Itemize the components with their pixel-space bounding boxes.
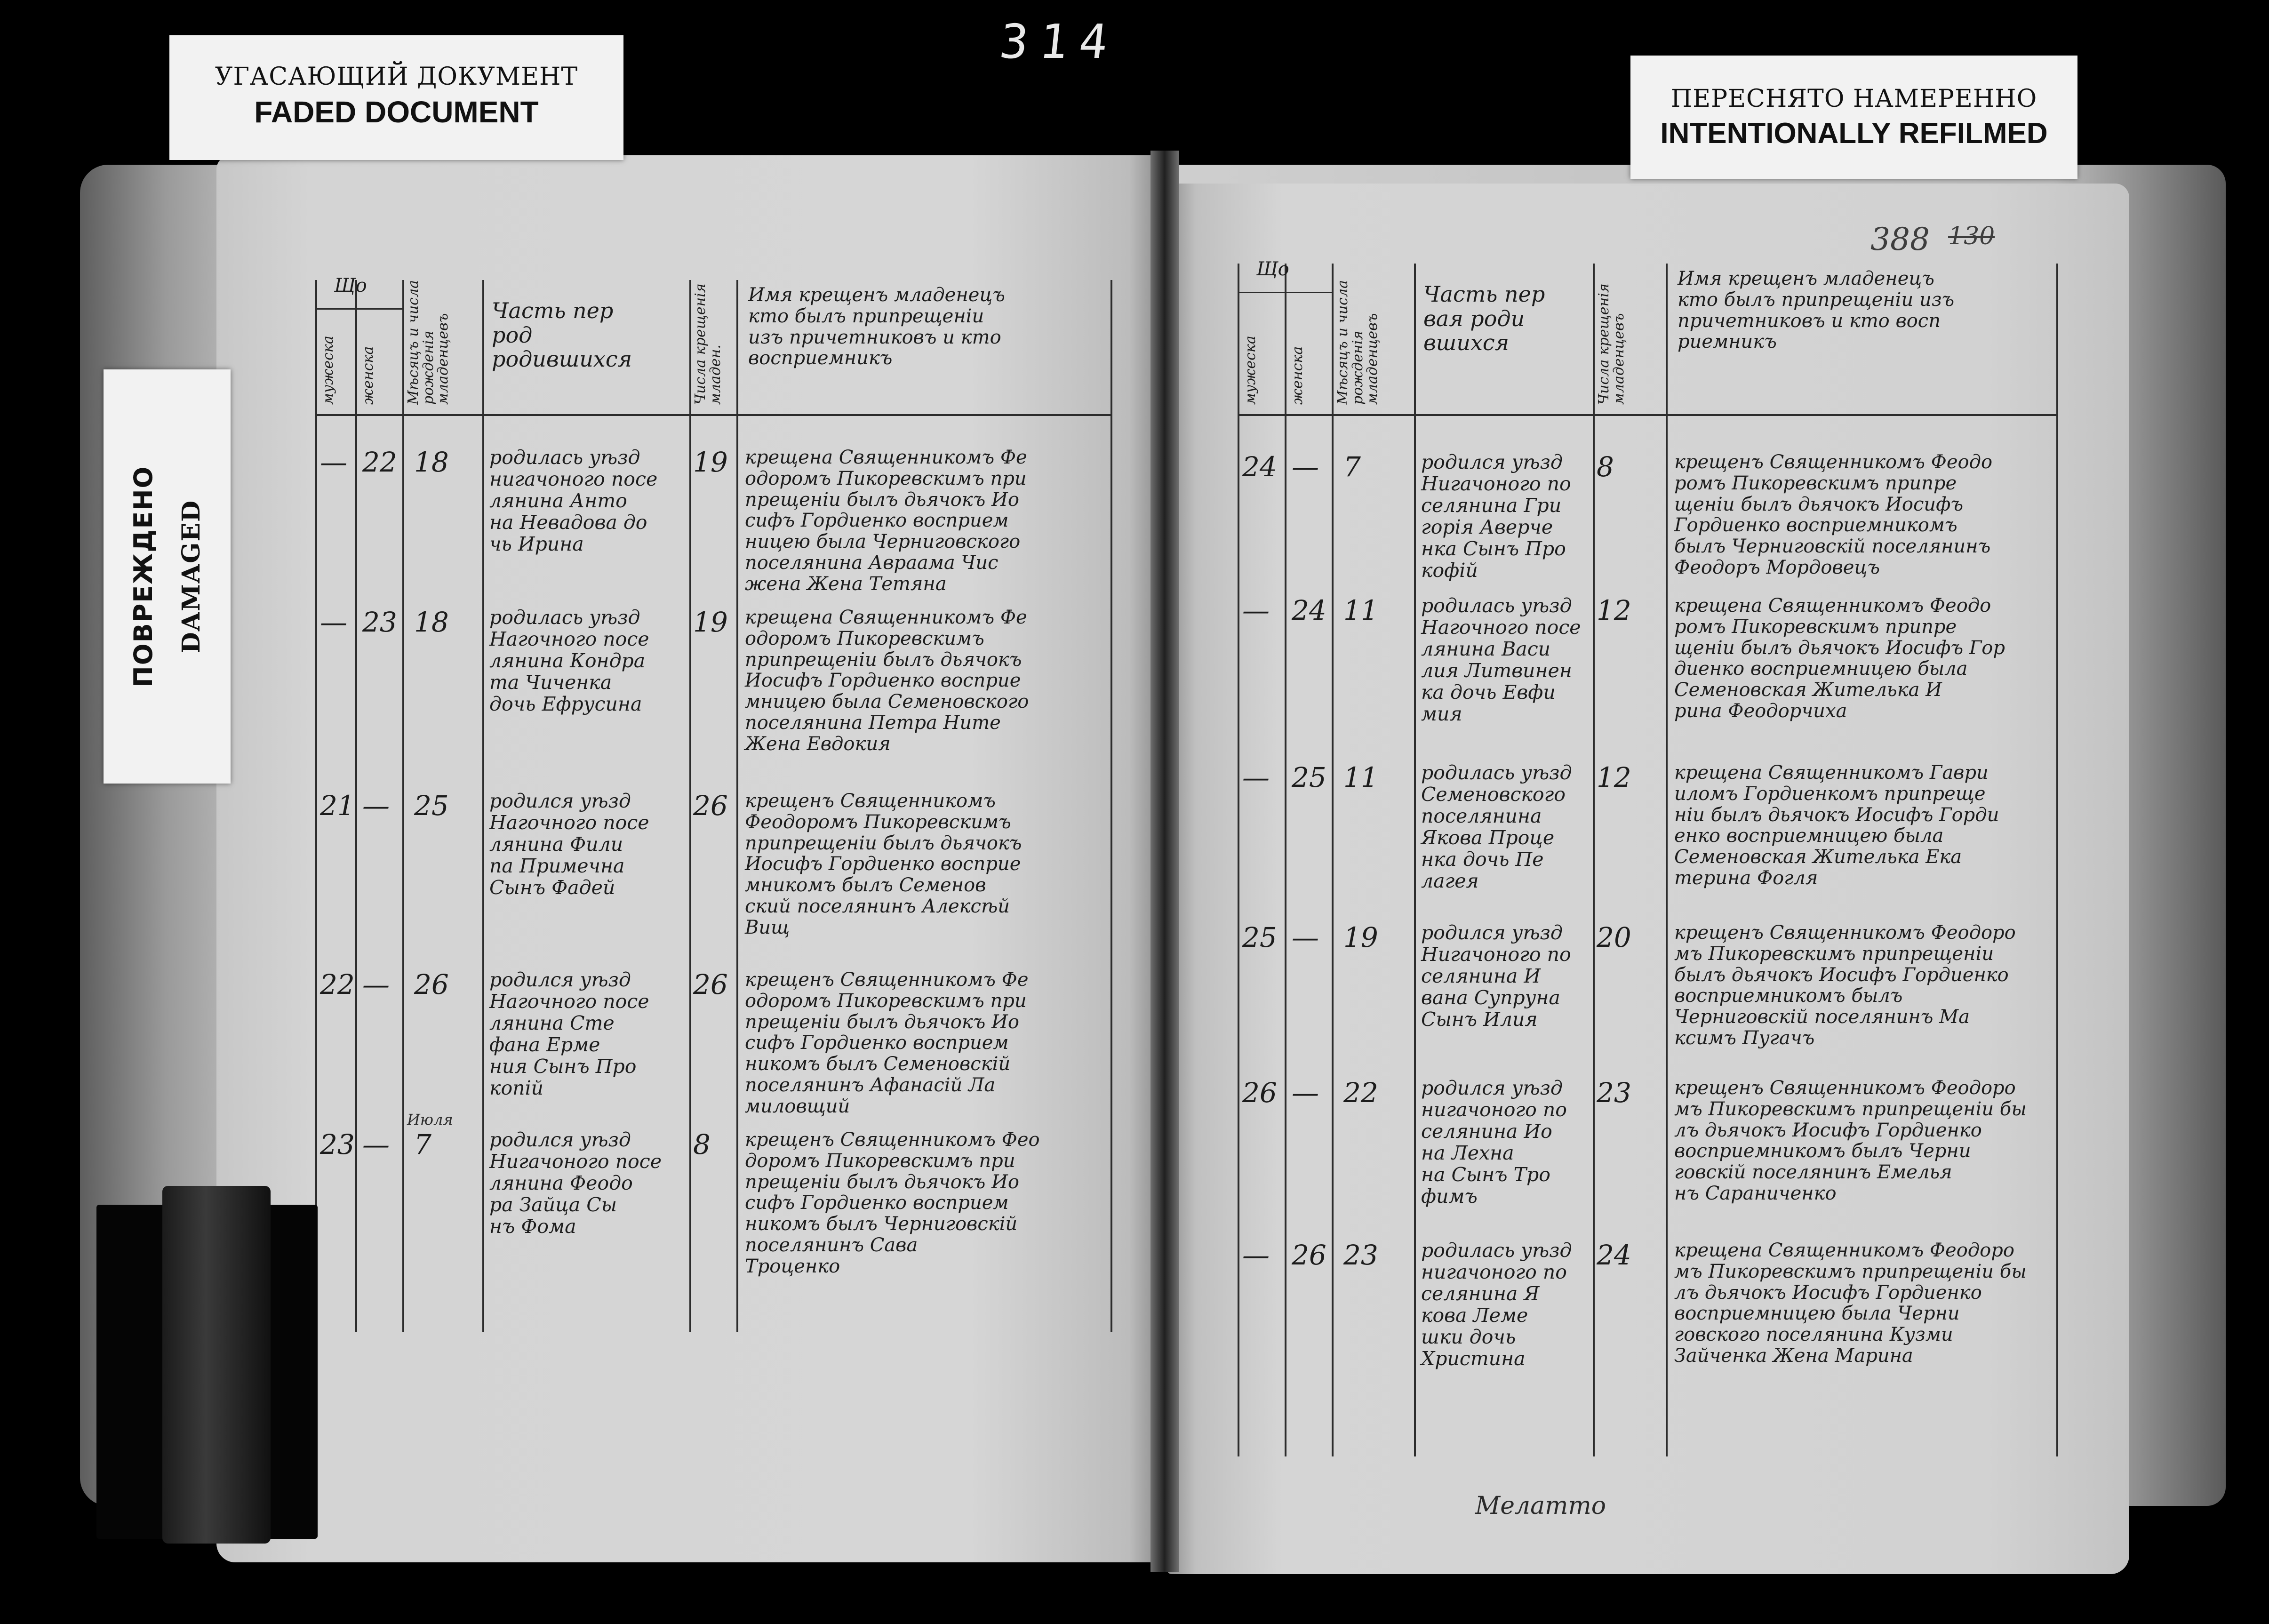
header-female: женска <box>1289 346 1306 405</box>
row-description: крещенъ Священникомъ Фео доромъ Пикоревскимъ при прещеніи былъ дьячокъ Ио сифъ Гордиенко восприем никомъ былъ Черниговскій поселянинъ Сава Троценко <box>745 1129 1040 1277</box>
header-female: женска <box>360 346 376 405</box>
row-female-number: 24 <box>1292 594 1326 626</box>
row-birth-date: 22 <box>1343 1077 1378 1109</box>
row-description: крещена Священникомъ Феодо ромъ Пикоревскимъ припре щеніи былъ дьячокъ Иосифъ Гор диенко восприемницею была Семеновская Жителька И рина Феодорчиха <box>1674 595 2005 722</box>
header-number-group: Що <box>334 275 367 296</box>
header-description: Имя крещенъ младенецъ кто былъ припрещеніи изъ причетниковъ и кто восп риемникъ <box>1678 268 1955 353</box>
column-rule <box>1414 264 1416 1456</box>
row-baptism-date: 26 <box>693 790 728 822</box>
book-gutter <box>1150 151 1179 1572</box>
row-female-number: — <box>362 968 390 1000</box>
header-description: Имя крещенъ младенецъ кто былъ припрещеніи изъ причетниковъ и кто восприемникъ <box>748 284 1005 369</box>
row-female-number: 23 <box>362 606 397 638</box>
binder-clip <box>96 1205 318 1539</box>
column-rule <box>689 280 691 1332</box>
column-rule <box>736 280 738 1332</box>
refilmed-label-ru: ПЕРЕСНЯТО НАМЕРЕННО <box>1670 85 2037 113</box>
row-female-number: 25 <box>1292 761 1326 793</box>
row-birth-date: 18 <box>414 606 449 638</box>
row-birth-date: 7 <box>1343 451 1361 483</box>
row-parents: родилась уѣзд нигачоного по селянина Я кова Леме шки дочь Христина <box>1421 1239 1572 1370</box>
faded-document-label <box>169 35 623 160</box>
row-baptism-date: 12 <box>1597 594 1631 626</box>
column-rule <box>1238 264 1239 1456</box>
column-rule <box>1666 264 1668 1456</box>
row-male-number: 23 <box>320 1128 355 1160</box>
refilmed-label <box>1630 56 2077 179</box>
row-parents: родился уѣзд нигачоного по селянина Ио на Лехна на Сынъ Тро фимъ <box>1421 1077 1567 1208</box>
folio-number-old: 130 <box>1948 222 1995 250</box>
column-rule <box>2056 264 2058 1456</box>
row-baptism-date: 24 <box>1597 1239 1631 1271</box>
damaged-label <box>104 369 231 784</box>
damaged-label-en: DAMAGED <box>177 499 206 654</box>
row-description: крещена Священникомъ Гаври иломъ Гордиенкомъ припреще ніи былъ дьячокъ Иосифъ Горди енко восприемницею была Семеновская Жителька Ека терина Фогля <box>1674 762 1999 889</box>
row-parents: родился уѣзд Нагочного посе лянина Сте фана Ерме ния Сынъ Про копій <box>489 968 649 1099</box>
row-male-number: 26 <box>1242 1077 1277 1109</box>
row-male-number: — <box>320 446 347 478</box>
folio-number: 388 <box>1870 221 1930 257</box>
row-baptism-date: 8 <box>1597 451 1614 483</box>
row-description: крещенъ Священникомъ Феодо ромъ Пикоревскимъ припре щеніи былъ дьячокъ Иосифъ Гордиенко восприемникомъ былъ Черниговскій поселянинъ Феодоръ Мордовецъ <box>1674 451 1993 578</box>
row-male-number: — <box>1242 761 1270 793</box>
row-parents: родился уѣзд Нигачоного по селянина Гри горія Аверче нка Сынъ Про кофій <box>1421 451 1571 582</box>
header-parents: Часть пер вая роди вшихся <box>1423 281 1545 356</box>
header-birth-date: Мѣсяцъ и числа рожденія младенцевъ <box>405 280 451 405</box>
row-birth-date: 11 <box>1343 761 1378 793</box>
row-baptism-date: 23 <box>1597 1077 1631 1109</box>
row-baptism-date: 8 <box>693 1128 711 1160</box>
column-rule <box>1285 264 1286 1456</box>
row-parents: родился уѣзд Нигачоного по селянина И вана Супруна Сынъ Илия <box>1421 921 1571 1031</box>
row-parents: родилась уѣзд нигачоного посе лянина Анто на Невадова до чь Ирина <box>489 446 658 555</box>
row-parents: родилась уѣзд Семеновского поселянина Якова Проце нка дочь Пе лагея <box>1421 761 1572 892</box>
row-description: крещенъ Священникомъ Феодоромъ Пикоревскимъ припрещеніи былъ дьячокъ Иосифъ Гордиенко восприе мникомъ былъ Семенов ский поселянинъ Алексѣй Вищ <box>745 790 1022 938</box>
header-birth-date: Мѣсяцъ и числа рожденія младенцевъ <box>1334 280 1381 405</box>
row-male-number: 22 <box>320 968 355 1000</box>
header-male: мужеска <box>320 336 336 405</box>
row-male-number: — <box>1242 1239 1270 1271</box>
row-parents: родился уѣзд Нигачоного посе лянина Феодо ра Зайца Сы нъ Фома <box>489 1128 662 1238</box>
header-parents: Часть пер род родившихся <box>492 298 632 372</box>
header-male: мужеска <box>1242 336 1259 405</box>
refilmed-label-en: INTENTIONALLY REFILMED <box>1660 117 2048 150</box>
header-rule <box>1238 414 2056 416</box>
row-female-number: — <box>1292 1077 1319 1109</box>
row-male-number: 25 <box>1242 921 1277 953</box>
column-rule <box>402 280 404 1332</box>
damaged-label-ru: ПОВРЕЖДЕНО <box>128 465 158 688</box>
row-description: крещена Священникомъ Фе одоромъ Пикоревскимъ припрещеніи былъ дьячокъ Иосифъ Гордиенко восприе мницею была Семеновского поселянина Петра Ните Жена Евдокия <box>745 607 1029 755</box>
row-description: крещена Священникомъ Фе одоромъ Пикоревскимъ при прещеніи былъ дьячокъ Ио сифъ Гордиенко восприем ницею была Черниговского поселянина Авраама Чис жена Жена Тетяна <box>745 447 1027 595</box>
column-rule <box>482 280 484 1332</box>
row-parents: родился уѣзд Нагочного посе лянина Фили па Примечна Сынъ Фадей <box>489 790 649 899</box>
column-rule <box>1332 264 1334 1456</box>
header-rule <box>315 414 1111 416</box>
row-female-number: 26 <box>1292 1239 1326 1271</box>
row-description: крещенъ Священникомъ Феодоро мъ Пикоревскимъ припрещеніи бы лъ дьячокъ Иосифъ Гордиенко восприемникомъ былъ Черни говскій поселянинъ Емелья нъ Сараниченко <box>1674 1077 2027 1204</box>
row-baptism-date: 19 <box>693 446 728 478</box>
row-male-number: 21 <box>320 790 355 822</box>
row-birth-date: 11 <box>1343 594 1378 626</box>
row-male-number: — <box>1242 594 1270 626</box>
row-birth-date: 18 <box>414 446 449 478</box>
header-number-group: Що <box>1256 258 1289 280</box>
row-baptism-date: 12 <box>1597 761 1631 793</box>
row-description: крещена Священникомъ Феодоро мъ Пикоревскимъ припрещеніи бы лъ дьячокъ Иосифъ Гордиенко восприемницею была Черни говского поселянина Кузми Зайченка Жена Марина <box>1674 1240 2027 1367</box>
row-female-number: — <box>1292 451 1319 483</box>
row-birth-date: 7 <box>414 1128 431 1160</box>
column-rule <box>355 280 357 1332</box>
row-description: крещенъ Священникомъ Феодоро мъ Пикоревскимъ припрещеніи былъ дьячокъ Иосифъ Гордиенко восприемникомъ былъ Черниговскій поселянинъ Ма ксимъ Пугачъ <box>1674 922 2016 1049</box>
signature: Мелатто <box>1475 1492 1606 1520</box>
row-female-number: — <box>362 790 390 822</box>
header-baptism-date: Числа крещенія младен. <box>692 283 724 405</box>
row-baptism-date: 19 <box>693 606 728 638</box>
column-rule <box>1111 280 1112 1332</box>
row-description: крещенъ Священникомъ Фе одоромъ Пикоревскимъ при прещеніи былъ дьячокъ Ио сифъ Гордиенко восприем никомъ былъ Семеновскій поселянинъ Афанасій Ла миловщий <box>745 969 1029 1117</box>
faded-label-ru: УГАСАЮЩИЙ ДОКУМЕНТ <box>215 63 578 91</box>
row-birth-date: 25 <box>414 790 449 822</box>
row-birth-date: 19 <box>1343 921 1378 953</box>
column-rule <box>315 280 317 1332</box>
row-baptism-date: 26 <box>693 968 728 1000</box>
row-birth-date: 23 <box>1343 1239 1378 1271</box>
row-birth-date: 26 <box>414 968 449 1000</box>
row-male-number: 24 <box>1242 451 1277 483</box>
column-rule <box>1593 264 1595 1456</box>
row-parents: родилась уѣзд Нагочного посе лянина Кондра та Чиченка дочь Ефрусина <box>489 606 649 715</box>
row-female-number: 22 <box>362 446 397 478</box>
row-male-number: — <box>320 606 347 638</box>
frame-number: 314 <box>997 14 1122 69</box>
row-female-number: — <box>1292 921 1319 953</box>
row-female-number: — <box>362 1128 390 1160</box>
row-baptism-date: 20 <box>1597 921 1631 953</box>
row-month-note: Июля <box>407 1111 453 1128</box>
row-parents: родилась уѣзд Нагочного посе лянина Васи лия Литвинен ка дочь Евфи мия <box>1421 594 1581 725</box>
header-baptism-date: Числа крещенія младенцевъ <box>1596 283 1627 405</box>
faded-label-en: FADED DOCUMENT <box>254 95 539 129</box>
